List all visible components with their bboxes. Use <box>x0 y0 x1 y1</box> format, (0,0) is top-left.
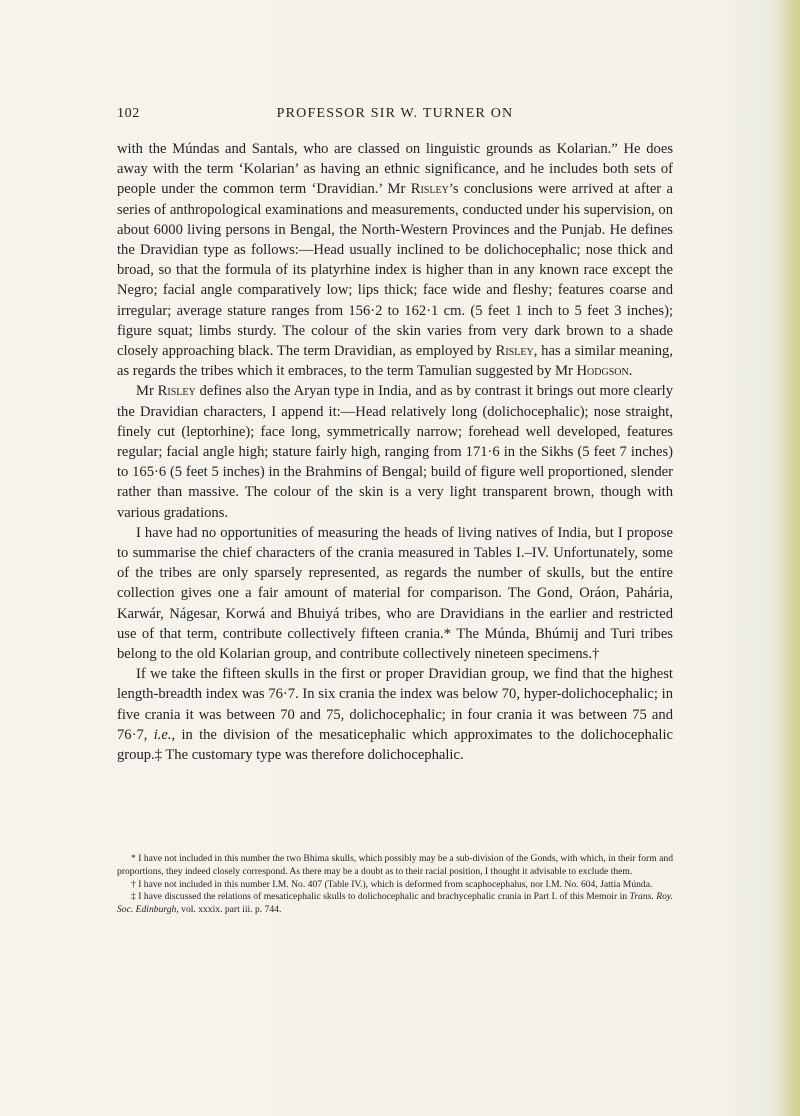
paragraph-4: If we take the fifteen skulls in the first or proper Dravidian group, we find that the highest length-breadth index was 76·7. In six crania the index was below 70, hyper-dolichocephalic; in five crania it was between 70 and 75, dolichocephalic; in four crania it was between 75 and 76·7, i.e., in the division of the mesaticephalic which approximates to the dolichocephalic group.‡ The customary type was therefore dolichocephalic. <box>117 666 673 764</box>
page-header <box>117 106 673 126</box>
abbreviation-ie: i.e. <box>153 726 172 743</box>
journal-title: Trans. Roy. Soc. Edinburgh <box>117 891 674 916</box>
footnote-2: † I have not included in this number I.M. No. 407 (Table IV.), which is deformed from scaphocephalus, nor I.M. No. 604, Jattia Múnda. <box>131 878 653 890</box>
running-title: PROFESSOR SIR W. TURNER ON <box>276 106 514 121</box>
author-name: Risley <box>495 343 534 360</box>
paragraph-3: I have had no opportunities of measuring the heads of living natives of India, but I propose to summarise the chief characters of the crania measured in Tables I.–IV. Unfortunately, some of the tribes are only sparsely represented, as regards the number of skulls, but the entire collection gives one a fair amount of material for comparison. The Gond, Oráon, Pahária, Karwár, Nágesar, Korwá and Bhuiyá tribes, who are Dravidians in the earlier and restricted use of that term, contribute collectively fifteen crania.* The Múnda, Bhúmij and Turi tribes belong to the old Kolarian group, and contribute collectively nineteen specimens.† <box>117 524 673 663</box>
footnote-3: ‡ I have discussed the relations of mesaticephalic skulls to dolichocephalic and brachycephalic crania in Part I. of this Memoir in Trans. Roy. Soc. Edinburgh, vol. xxxix. part iii. p. 744. <box>117 891 674 916</box>
body-text <box>117 139 673 765</box>
footnotes <box>117 853 673 917</box>
author-name: Risley <box>157 383 196 400</box>
page-edge-stain <box>778 0 800 1116</box>
page-number: 102 <box>117 106 140 121</box>
author-name: Hodgson <box>576 363 629 380</box>
footnote-1: * I have not included in this number the two Bhima skulls, which possibly may be a sub-division of the Gonds, with which, in their form and proportions, they indeed closely correspond. As there may be a doubt as to their racial position, I thought it advisable to exclude them. <box>117 853 673 877</box>
author-name: Risley <box>410 181 449 198</box>
paragraph-1: with the Múndas and Santals, who are classed on linguistic grounds as Kolarian.” He does away with the term ‘Kolarian’ as having an ethnic significance, and he includes both sets of people under the common term ‘Dravidian.’ Mr Risley’s conclusions were arrived at after a series of anthropological examinations and measurements, conducted under his supervision, on about 6000 living persons in Bengal, the North-Western Provinces and the Punjab. He defines the Dravidian type as follows:—Head usually inclined to be dolichocephalic; nose thick and broad, so that the formula of its platyrhine index is higher than in any known race except the Negro; facial angle comparatively low; lips thick; face wide and fleshy; features coarse and irregular; average stature ranges from 156·2 to 162·1 cm. (5 feet 1 inch to 5 feet 3 inches); figure squat; limbs sturdy. The colour of the skin varies from very dark brown to a shade closely approaching black. The term Dravidian, as employed by Risley, has a similar meaning, as regards the tribes which it embraces, to the term Tamulian suggested by Mr Hodgson. <box>117 141 673 380</box>
paragraph-2: Mr Risley defines also the Aryan type in India, and as by contrast it brings out more clearly the Dravidian characters, I append it:—Head relatively long (dolichocephalic); nose straight, finely cut (leptorhine); face long, symmetrically narrow; forehead well developed, features regular; facial angle high; stature fairly high, ranging from 171·6 in the Sikhs (5 feet 7 inches) to 165·6 (5 feet 5 inches) in the Brahmins of Bengal; build of figure well proportioned, slender rather than massive. The colour of the skin is a very light transparent brown, though with various gradations. <box>117 383 673 521</box>
